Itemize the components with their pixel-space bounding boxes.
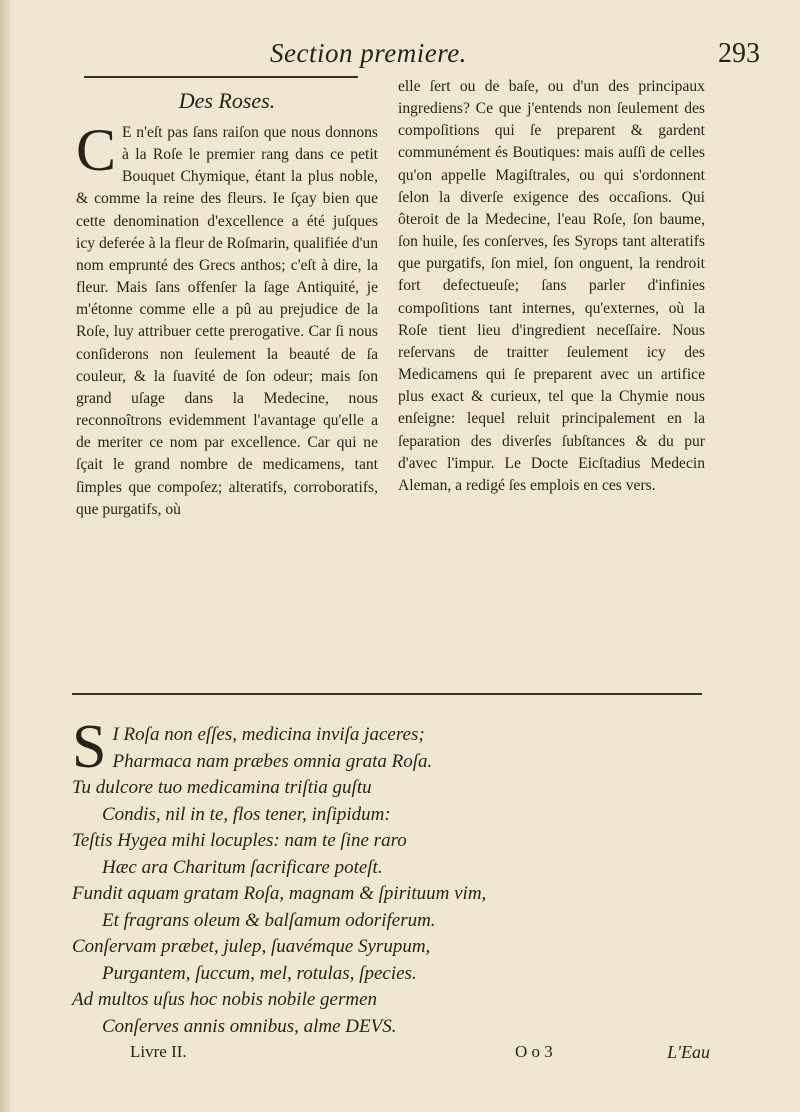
poem-line: Pharmaca nam præbes omnia grata Roſa. [112, 750, 433, 772]
left-column-paragraph [76, 117, 378, 521]
poem-line: Ad multos uſus hoc nobis nobile germen [72, 989, 378, 1010]
catchword: L'Eau [667, 1042, 710, 1062]
poem-line: Conſervam præbet, julep, ſuavémque Syrupum, [72, 936, 431, 957]
poem-line: Purgantem, ſuccum, mel, rotulas, ſpecies. [102, 962, 417, 984]
page-binding-edge [0, 0, 10, 1112]
poem-line: Condis, nil in te, flos tener, inſipidum: [102, 803, 391, 825]
heading-rule [84, 76, 358, 78]
page-header [60, 38, 760, 68]
right-column [398, 76, 705, 497]
poem-line: Teſtis Hygea mihi locuples: nam te ſine raro [72, 830, 407, 851]
running-title: Section premiere. [270, 38, 467, 68]
signature-label: Livre II. [130, 1042, 187, 1061]
poem-divider-rule [72, 693, 702, 695]
poem-line: Conſerves annis omnibus, alme DEVS. [102, 1015, 397, 1037]
poem-line: Fundit aquam gratam Roſa, magnam & ſpirituum vim, [72, 883, 487, 904]
left-column [76, 76, 378, 521]
right-column-paragraph: elle ſert ou de baſe, ou d'un des principaux ingrediens? Ce que j'entends non ſeulement des compoſitions qui ſe preparent & gardent communément és Boutiques: mais auſſi de celles qu'on appelle Magiſtrales, ou qui s'ordonnent ſelon la diverſe exigence des occaſions. Qui ôteroit de la Medecine, l'eau Roſe, ſon baume, ſon huile, ſes conſerves, ſes Syrops tant alteratifs que purgatifs, ſon miel, ſon onguent, la rendroit fort defectueuſe; ſans parler d'infinies compoſitions tant internes, qu'externes, où la Roſe tient lieu d'ingredient neceſſaire. Nous reſervans de traitter ſeulement icy des Medicamens qui ſe preparent avec un artifice plus exact & curieux, tel que la Chymie nous enſeigne: lequel reluit principalement en la ſeparation des diverſes ſubſtances & du pur d'avec l'impur. Le Docte Eicſtadius Medecin Aleman, a redigé ſes emplois en ces vers. [398, 78, 705, 494]
signature-mark: O o 3 [515, 1042, 553, 1061]
poem-line: Et fragrans oleum & balſamum odoriferum. [102, 909, 436, 931]
poem-line: I Roſa non eſſes, medicina inviſa jaceres; [112, 724, 425, 745]
poem-drop-capital: S [72, 713, 107, 781]
poem-line: Hæc ara Charitum ſacrificare poteſt. [102, 856, 383, 878]
drop-capital: C [76, 117, 117, 183]
page-number: 293 [718, 38, 760, 69]
latin-poem [72, 713, 712, 1040]
left-column-text: E n'eſt pas ſans raiſon que nous donnons à la Roſe le premier rang dans ce petit Bouquet Chymique, étant la plus noble, & comme la reine des fleurs. Ie ſçay bien que cette denomination d'excellence a été juſques icy deferée à la fleur de Roſmarin, qualifiée d'un nom emprunté des Grecs anthos; c'eſt à dire, la fleur. Mais ſans offenſer la ſage Antiquité, je m'étonne comme elle a pû au prejudice de la Roſe, luy attribuer cette prerogative. Car ſi nous conſiderons non ſeulement la beauté de ſa couleur, & la ſuavité de ſon odeur; mais ſon grand uſage dans la Medecine, nous reconnoîtrons evidemment l'avantage qu'elle a de meriter ce nom par excellence. Car qui ne ſçait le grand nombre de medicamens, tant ſimples que compoſez; alteratifs, corroboratifs, que purgatifs, où [76, 124, 378, 518]
section-heading: Des Roses. [178, 88, 276, 113]
poem-line: Tu dulcore tuo medicamina triſtia guſtu [72, 777, 372, 798]
